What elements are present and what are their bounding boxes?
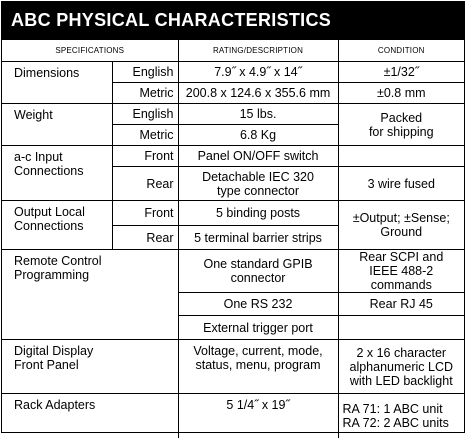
condition-cell: 3 wire fused: [338, 167, 464, 201]
rating-cell: 6.8 Kg: [178, 125, 338, 146]
rating-line: One standard GPIB: [203, 257, 313, 271]
rating-cell: External trigger port: [178, 316, 338, 340]
condition-line: Ground: [380, 225, 423, 239]
rating-cell: 15 lbs.: [178, 104, 338, 125]
spec-sheet: [1, 1, 465, 433]
spec-name-line: Digital Display: [14, 344, 94, 358]
sub-label-metric: Metric: [112, 83, 178, 104]
table-row: [2, 62, 464, 83]
condition-line: RA 72: 2 ABC units: [342, 415, 449, 430]
rating-line: type connector: [217, 183, 300, 198]
table-row: [2, 201, 464, 226]
header-row: [2, 40, 464, 62]
condition-cell: [338, 340, 464, 394]
rating-cell: One RS 232: [178, 293, 338, 316]
characteristics-table: [2, 40, 464, 438]
sub-label-english: English: [112, 62, 178, 83]
rating-line: connector: [230, 271, 286, 285]
rating-cell: 7.9˝ x 4.9˝ x 14˝: [178, 62, 338, 83]
rating-cell: 200.8 x 124.6 x 355.6 mm: [178, 83, 338, 104]
condition-cell: Rear RJ 45: [338, 293, 464, 316]
header-specifications: SPECIFICATIONS: [2, 40, 178, 62]
spec-name-line: a-c Input: [14, 150, 63, 164]
table-row: [2, 146, 464, 167]
rating-cell: 5 terminal barrier strips: [178, 226, 338, 250]
rating-cell: 5 1/4˝ x 19˝: [178, 394, 338, 438]
spec-name-weight: Weight: [2, 104, 112, 146]
rating-line: Voltage, current, mode,: [193, 344, 323, 358]
header-rating: RATING/DESCRIPTION: [178, 40, 338, 62]
spec-name-line: Front Panel: [14, 358, 79, 372]
spec-name-output-local: [2, 201, 112, 250]
rating-cell: [178, 340, 338, 394]
spec-name-ac-input: [2, 146, 112, 201]
sub-label-rear: Rear: [112, 167, 178, 201]
condition-cell: ±0.8 mm: [338, 83, 464, 104]
sub-label-rear: Rear: [112, 226, 178, 250]
condition-cell: [338, 146, 464, 167]
spec-name-line: Connections: [14, 164, 84, 178]
page-title: ABC PHYSICAL CHARACTERISTICS: [11, 10, 332, 30]
condition-line: IEEE 488-2 commands: [369, 264, 434, 292]
condition-line: Packed: [380, 110, 423, 125]
spec-name-rack-adapters: Rack Adapters: [2, 394, 178, 438]
spec-name-line: Connections: [14, 219, 84, 233]
rating-cell: 5 binding posts: [178, 201, 338, 226]
table-row: [2, 250, 464, 293]
rating-cell: Panel ON/OFF switch: [178, 146, 338, 167]
table-row: [2, 104, 464, 125]
spec-name-digital-display: [2, 340, 178, 394]
spec-name-dimensions: Dimensions: [2, 62, 112, 104]
table-row: [2, 340, 464, 394]
condition-cell: [338, 316, 464, 340]
sub-label-english: English: [112, 104, 178, 125]
sub-label-front: Front: [112, 146, 178, 167]
condition-line: ±Output; ±Sense;: [352, 211, 450, 225]
header-condition: CONDITION: [338, 40, 464, 62]
rating-line: Detachable IEC 320: [202, 169, 314, 184]
spec-name-line: Remote Control: [14, 254, 102, 268]
condition-line: Rear SCPI and: [359, 250, 444, 264]
sub-label-metric: Metric: [112, 125, 178, 146]
condition-line: RA 71: 1 ABC unit: [342, 401, 443, 416]
condition-line: with LED backlight: [349, 373, 453, 388]
spec-name-line: Output Local: [14, 205, 85, 219]
condition-cell: [338, 201, 464, 250]
condition-cell: [338, 250, 464, 293]
condition-line: for shipping: [368, 124, 434, 139]
condition-line: 2 x 16 character: [356, 345, 447, 360]
rating-cell: [178, 250, 338, 293]
condition-cell: ±1/32˝: [338, 62, 464, 83]
table-row: [2, 394, 464, 438]
sub-label-front: Front: [112, 201, 178, 226]
rating-line: status, menu, program: [195, 358, 321, 372]
condition-cell: [338, 104, 464, 146]
spec-name-remote-control: [2, 250, 178, 340]
condition-line: alphanumeric LCD: [349, 359, 454, 374]
title-bar: [2, 2, 464, 40]
condition-cell: [338, 394, 464, 438]
rating-cell: [178, 167, 338, 201]
spec-name-line: Programming: [14, 268, 90, 282]
